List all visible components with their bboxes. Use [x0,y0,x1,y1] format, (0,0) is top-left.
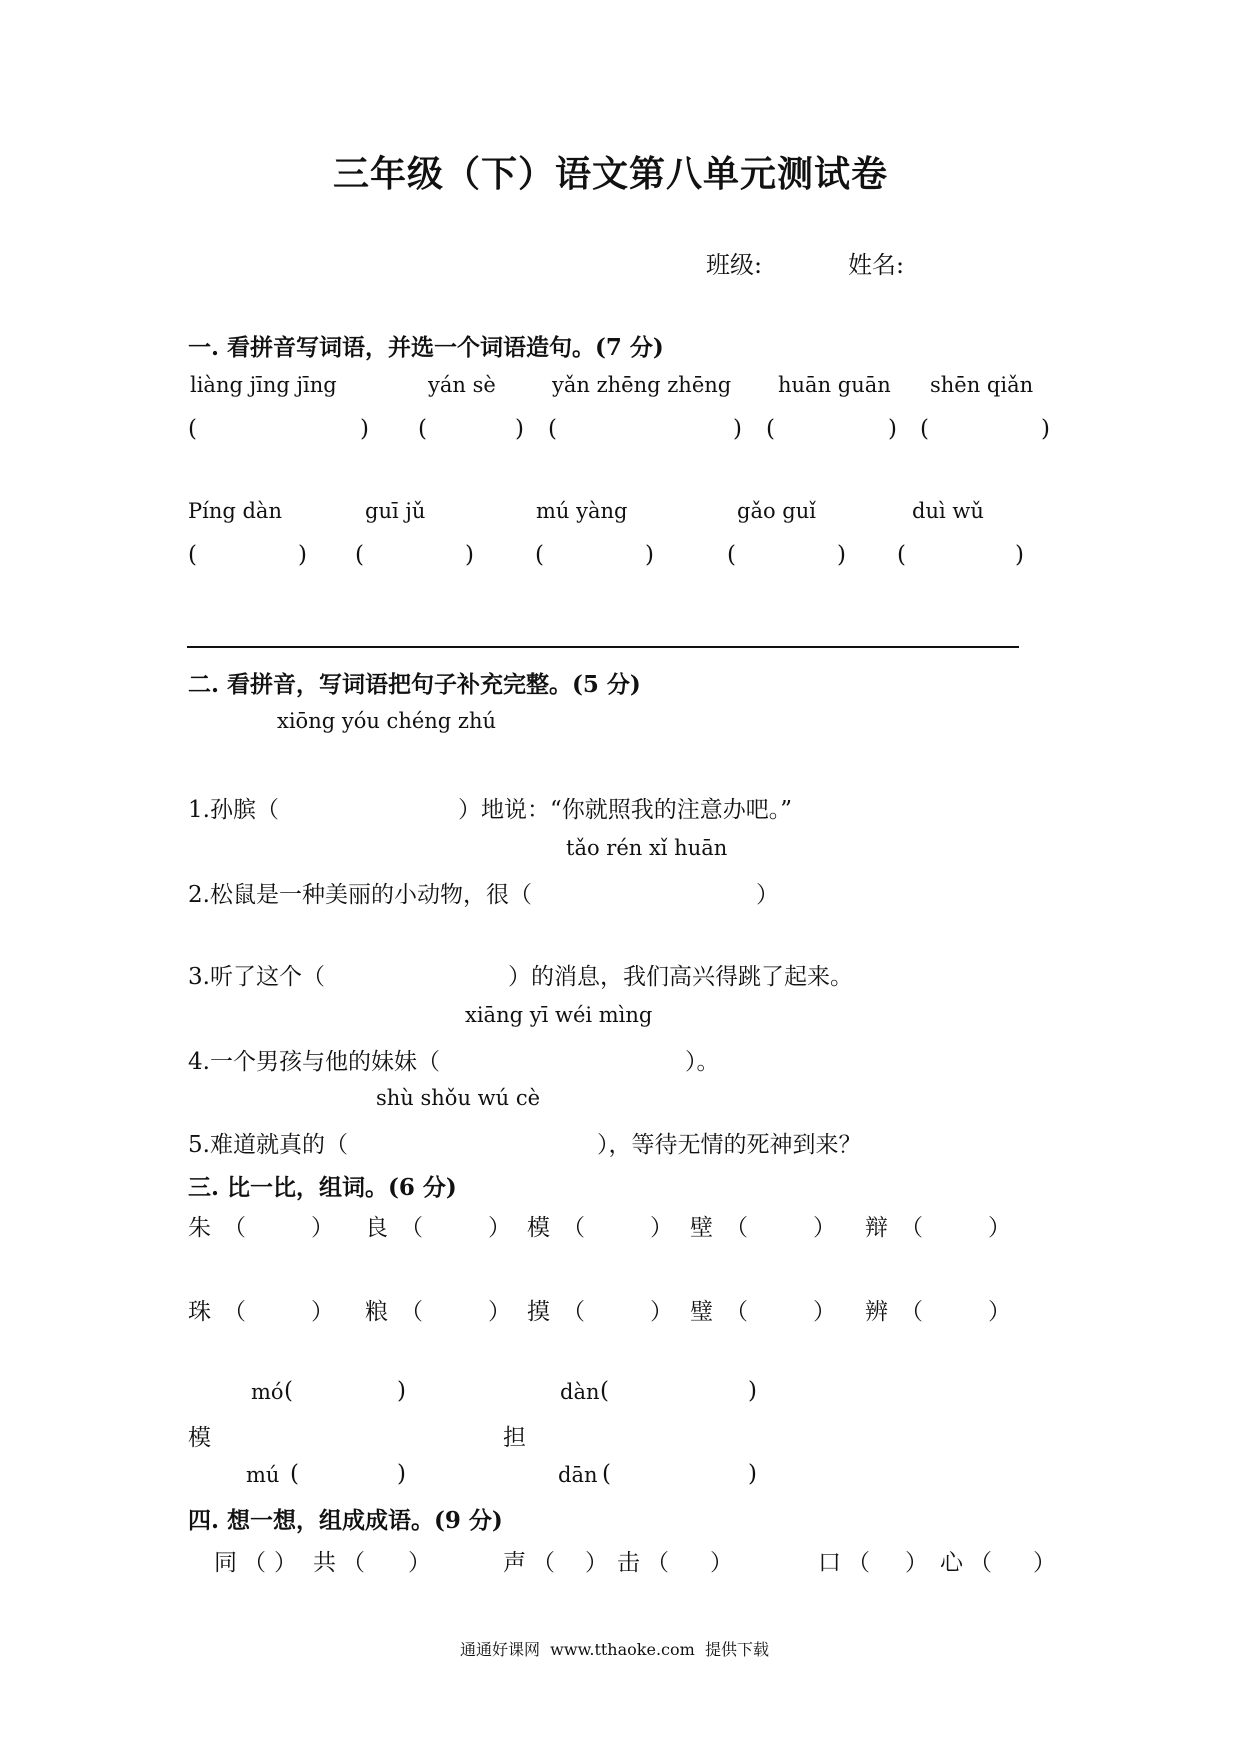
idiom-char: 声 [503,1550,526,1576]
name-label: 姓名: [848,251,905,279]
answer-blank-close: ） [488,1215,511,1241]
question-3-start: 3.听了这个（ [188,964,325,990]
pinyin: dān [558,1463,598,1487]
answer-blank-close: ） [650,1299,673,1325]
answer-blank-close: ） [813,1215,836,1241]
char: 辩 [865,1215,888,1241]
pinyin: mó [251,1380,284,1404]
answer-blank-close: ） [488,1299,511,1325]
answer-blank[interactable]: （ [562,1299,585,1325]
pinyin: tǎo rén xǐ huān [566,836,728,860]
question-2-start: 2.松鼠是一种美丽的小动物，很（ [188,882,532,908]
answer-blank[interactable]: ( [727,542,736,568]
answer-blank-close: ) [1041,416,1050,442]
char: 辨 [865,1299,888,1325]
question-4-start: 4.一个男孩与他的妹妹（ [188,1049,440,1075]
pinyin: yán sè [428,373,496,397]
page-title: 三年级（下）语文第八单元测试卷 [333,153,889,195]
answer-blank-close: ） [905,1550,928,1576]
answer-blank-close: ） [311,1215,334,1241]
answer-blank-close: ） [585,1550,608,1576]
char: 粮 [365,1299,388,1325]
answer-blank[interactable]: （ [900,1215,923,1241]
char: 朱 [188,1215,211,1241]
answer-blank-close: ） [988,1299,1011,1325]
char: 壁 [690,1215,713,1241]
answer-blank[interactable]: ( [290,1461,299,1487]
char: 良 [365,1215,388,1241]
question-5-start: 5.难道就真的（ [188,1132,348,1158]
answer-blank[interactable]: （ [725,1215,748,1241]
pinyin: yǎn zhēng zhēng [552,373,732,397]
answer-blank[interactable]: （ [532,1550,555,1576]
answer-blank[interactable]: （ [725,1299,748,1325]
pinyin: shēn qiǎn [930,373,1034,397]
answer-blank-close: ) [888,416,897,442]
pinyin: xiōng yóu chéng zhú [277,709,497,733]
pinyin: duì wǔ [912,499,984,523]
answer-blank-close: ) [645,542,654,568]
pinyin: mú yàng [536,499,628,523]
sentence-writing-line[interactable] [187,646,1019,648]
answer-blank[interactable]: （ [400,1215,423,1241]
idiom-char: 共 [313,1550,336,1576]
section-3-heading: 三. 比一比，组词。(6 分) [188,1174,457,1201]
answer-blank[interactable]: ( [284,1378,293,1404]
answer-blank[interactable]: （ [223,1215,246,1241]
char: 模 [527,1215,550,1241]
answer-blank-close: ） [710,1550,733,1576]
answer-blank-close: ) [1015,542,1024,568]
section-2-heading: 二. 看拼音，写词语把句子补充完整。(5 分) [188,671,641,698]
answer-blank-close: ） [650,1215,673,1241]
pinyin: shù shǒu wú cè [376,1086,541,1110]
answer-blank[interactable]: ( [188,542,197,568]
answer-blank-close: ） [988,1215,1011,1241]
pinyin: Píng dàn [188,499,282,523]
section-1-heading: 一. 看拼音写词语，并选一个词语造句。(7 分) [188,334,664,361]
idiom-char: 心 [940,1550,963,1576]
question-3-end: ）的消息，我们高兴得跳了起来。 [508,964,853,990]
answer-blank[interactable]: （ [243,1550,266,1576]
answer-blank[interactable]: ( [535,542,544,568]
question-2-end: ） [756,882,779,908]
answer-blank-close: ） [274,1550,297,1576]
char: 璧 [690,1299,713,1325]
section-4-heading: 四. 想一想，组成成语。(9 分) [188,1507,503,1534]
answer-blank[interactable]: ( [600,1378,609,1404]
idiom-char: 同 [214,1550,237,1576]
answer-blank[interactable]: ( [548,416,557,442]
question-5-end: ），等待无情的死神到来？ [597,1132,862,1158]
question-1-end: ）地说：“你就照我的注意办吧。” [458,797,793,823]
answer-blank[interactable]: （ [562,1215,585,1241]
char: 珠 [188,1299,211,1325]
answer-blank-close: ） [813,1299,836,1325]
answer-blank[interactable]: ( [418,416,427,442]
answer-blank-close: ) [397,1461,406,1487]
answer-blank-close: ) [748,1378,757,1404]
answer-blank[interactable]: ( [602,1461,611,1487]
polyphonic-char: 担 [503,1425,526,1451]
pinyin: xiāng yī wéi mìng [465,1003,653,1027]
idiom-char: 击 [617,1550,640,1576]
pinyin: guī jǔ [365,499,426,523]
answer-blank[interactable]: （ [400,1299,423,1325]
answer-blank-close: ) [515,416,524,442]
answer-blank[interactable]: （ [969,1550,992,1576]
answer-blank[interactable]: ( [766,416,775,442]
answer-blank-close: ) [748,1461,757,1487]
answer-blank[interactable]: （ [223,1299,246,1325]
answer-blank-close: ) [733,416,742,442]
answer-blank-close: ) [360,416,369,442]
answer-blank-close: ） [311,1299,334,1325]
pinyin: liàng jīng jīng [190,373,337,397]
pinyin: huān guān [778,373,891,397]
class-label: 班级: [706,251,763,279]
polyphonic-char: 模 [188,1425,211,1451]
answer-blank[interactable]: （ [847,1550,870,1576]
pinyin: dàn [560,1380,600,1404]
answer-blank[interactable]: （ [342,1550,365,1576]
pinyin: gǎo guǐ [737,499,816,523]
answer-blank-close: ） [408,1550,431,1576]
answer-blank-close: ) [397,1378,406,1404]
answer-blank-close: ) [465,542,474,568]
answer-blank[interactable]: ( [920,416,929,442]
answer-blank-close: ） [1033,1550,1056,1576]
question-1-start: 1.孙膑（ [188,797,279,823]
question-4-end: ）。 [685,1049,720,1075]
answer-blank-close: ) [837,542,846,568]
answer-blank[interactable]: ( [897,542,906,568]
answer-blank[interactable]: ( [355,542,364,568]
idiom-char: 口 [818,1550,841,1576]
answer-blank[interactable]: ( [188,416,197,442]
answer-blank-close: ) [298,542,307,568]
answer-blank[interactable]: （ [900,1299,923,1325]
answer-blank[interactable]: （ [646,1550,669,1576]
pinyin: mú [246,1463,280,1487]
char: 摸 [527,1299,550,1325]
footer-text: 通通好课网 www.tthaoke.com 提供下载 [460,1640,769,1659]
